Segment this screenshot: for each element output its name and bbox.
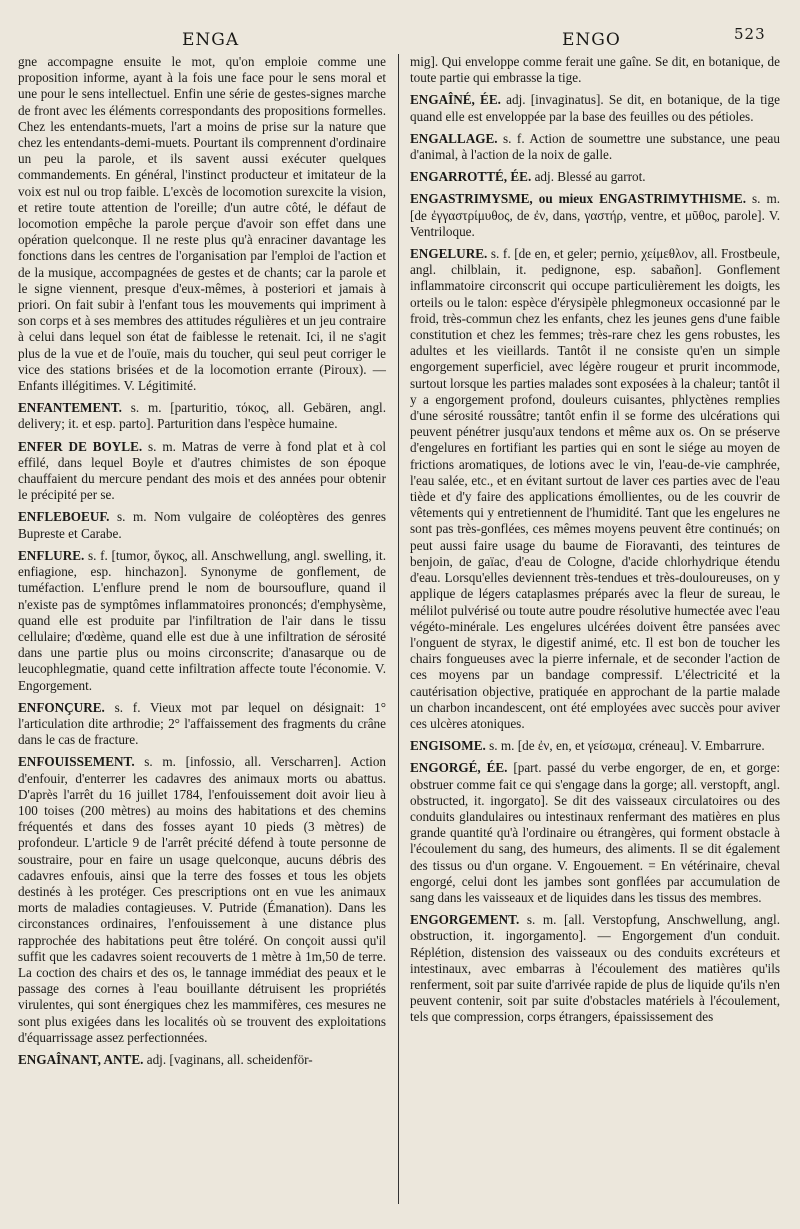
entry-headword: ENFOUISSEMENT. <box>18 754 135 770</box>
dictionary-entry <box>18 548 386 694</box>
entry-headword: ENGAÎNANT, ANTE. <box>18 1051 144 1067</box>
entry-headword: ENFONÇURE. <box>18 699 105 715</box>
entry-definition: s. m. [de ἐν, en, et γείσωμα, créneau]. V. Embarrure. <box>489 738 765 754</box>
entry-definition: s. m. Nom vulgaire de coléoptères des genres Bupreste et Carabe. <box>18 509 386 541</box>
left-column <box>18 54 386 1074</box>
entry-definition: s. f. [de en, et geler; pernio, χείμεθλον, all. Frostbeule, angl. chilblain, it. pedignone, esp. sabañon]. Gonflement inflammatoire circonscrit qui occupe particulièrement les doigts, les orteils ou le talon: espèce d'érysipèle phlegmoneux occasionné par le froid, très-commun chez les enfants, chez les jeunes gens d'une faible constitution et chez les femmes; très-rare chez les gens robustes, les adultes et les vieillards. Tantôt il ne consiste qu'en un simple engorgement superficiel, avec légère rougeur et prurit incommode, surtout lorsque les parties malades sont exposées à la chaleur; tantôt il y a engorgement profond, douleurs cuisantes, phlyctènes remplies d'une sérosité roussâtre; tantôt enfin il se forme des ulcérations qui peuvent pénétrer jusqu'aux tendons et même aux os. On se préserve d'engelures en fortifiant les parties qui en sont le siége au moyen de frictions aromatiques, de lotions avec le vin, l'eau-de-vie camphrée, l'eau salée, etc., et en évitant surtout de laver ces parties avec de l'eau tiède et d'y faire des applications émollientes, ou de les couvrir de vêtements qui y entretiennent de l'humidité. Tant que les engelures ne sont pas très-gonflées, ces mêmes moyens peuvent être continués; on peut aussi faire usage du baume de Fioravanti, des teintures de benjoin, de gaïac, d'eau de Cologne, d'acide chlorhydrique étendu d'eau. Lorsqu'elles deviennent très-tendues et très-douloureuses, on y applique de légers cataplasmes préparés avec la fleur de sureau, le mélilot pulvérisé ou toute autre poudre résolutive humectée avec l'eau végéto-minérale. Les engelures ulcérées doivent être pansées avec l'onguent de styrax, le digestif animé, etc. Il est bon de toucher les chairs fongueuses avec la pierre infernale, et de seconder l'action de ces moyens par un bandage compressif. L'électricité et la cautérisation objective, pratiquée en approchant de la partie malade un charbon incandescent, ont été employées avec succès pour aviver ces ulcères atoniques. <box>410 246 780 731</box>
entry-definition: s. f. [tumor, ὄγκος, all. Anschwellung, angl. swelling, it. enfiagione, esp. hinchazon]. Synonyme de gonflement, de tuméfaction. L'enflure prend le nom de boursouflure, quand il n'existe pas de symptômes inflammatoires prononcés; d'emphysème, quand elle est produite par l'infiltration de l'air dans le tissu cellulaire; d'œdème, quand elle est due à une infiltration de sérosité dans une partie plus ou moins circonscrite; d'anasarque ou de leucophlegmatie, quand cette infiltration affecte toute l'économie. V. Engorgement. <box>18 547 386 693</box>
entry-definition: adj. [vaginans, all. scheidenför- <box>146 1051 313 1067</box>
column-divider <box>398 54 399 1204</box>
right-guide-word: ENGO <box>562 30 621 50</box>
entry-definition: [part. passé du verbe engorger, de en, et gorge: obstruer comme fait ce qui s'engage dans la gorge; all. verstopft, angl. obstructed, it. ingorgato]. Se dit des vaisseaux circulatoires ou des conduits glandulaires ou intestinaux renfermant des matières en plus grande quantité qu'à l'ordinaire ou étrangères, qui forment obstacle à l'écoulement du sang, des humeurs, des aliments. Il se dit également des tissus ou d'un organe. V. Engouement. = En vétérinaire, cheval engorgé, celui dont les jambes sont gonflées par accumulation de sang dans les vaisseaux et de liquides dans les tissus des membres. <box>410 760 780 905</box>
dictionary-entry <box>18 1052 386 1068</box>
dictionary-entry <box>410 738 780 754</box>
entry-definition: s. m. Matras de verre à fond plat et à col effilé, dans lequel Boyle et d'autres chimistes de son époque chauffaient du mercure pendant des mois et des années pour obtenir le précipité per se. <box>18 438 386 503</box>
dictionary-entry <box>410 760 780 906</box>
dictionary-entry <box>410 169 780 185</box>
page-number: 523 <box>734 25 766 43</box>
dictionary-entry <box>410 912 780 1025</box>
entry-headword: ENGAÎNÉ, ÉE. <box>410 92 501 108</box>
entry-definition: s. m. [all. Verstopfung, Anschwellung, angl. obstruction, it. ingorgamento]. — Engorgement d'un conduit. Réplétion, distension des vaisseaux ou des conduits excréteurs et intestinaux, avec embarras à l'écoulement des matières qu'ils renferment, soit par suite d'arrivée rapide de plus de liquide qu'ils n'en peuvent contenir, soit par suite d'obstacles matériels à l'écoulement, tels que compression, corps étrangers, épaississement des <box>410 912 780 1025</box>
entry-definition: s. m. [parturitio, τόκος, all. Gebären, angl. delivery; it. et esp. parto]. Parturition dans l'espèce humaine. <box>18 400 387 432</box>
entry-definition: s. f. Action de soumettre une substance, une peau d'animal, à l'action de la noix de galle. <box>410 130 780 163</box>
entry-definition: adj. [invaginatus]. Se dit, en botanique, de la tige quand elle est enveloppée par la base des feuilles ou des pétioles. <box>410 92 781 124</box>
entry-headword: ENFLURE. <box>18 547 85 563</box>
entry-headword: ENFER DE BOYLE. <box>18 438 143 454</box>
dictionary-entry <box>410 246 780 732</box>
entry-headword: ENGELURE. <box>410 246 488 262</box>
entry-definition: adj. Blessé au garrot. <box>534 169 646 185</box>
left-guide-word: ENGA <box>182 30 240 50</box>
entry-headword: ENFANTEMENT. <box>18 400 122 416</box>
dictionary-entry <box>18 700 386 749</box>
dictionary-entry <box>410 131 780 163</box>
left-continuation-text: gne accompagne ensuite le mot, qu'on emploie comme une proposition informe, ayant à la fois une face pour le sens moral et une pour le sens intellectuel. Enfin une série de gestes-signes marche de front avec les éléments correspondants des propositions formelles. Chez les entendants-muets, l'art a moins de prise sur la nature que chez les entendants-demi-muets. Pourtant ils comprennent d'ordinaire un peu la parole, et ils savent aussi exécuter quelques commandements. En général, l'instinct producteur et imitateur de la voix est nul ou trop faible. L'excès de locomotion surexcite la vision, et retire toute attention de l'oreille; d'un autre côté, le défaut de locomotion empêche la parole perçue d'avoir son effet dans une opération quelconque. Il ne reste plus qu'à enraciner davantage les fonctions dans les centres de l'organisation par l'emploi de l'action et de la musique, accompagnées de gestes et de chants; car la parole et le signe viennent, presque d'eux-mêmes, à posteriori et jamais à priori. On fait subir à l'enfant tous les mouvements qui impriment à son corps et à ses membres des attitudes régulières et un jeu contraire à celui dans lequel son état de faiblesse le retenait. Ici, il ne s'agit plus de la vue et de l'ouïe, mais du toucher, qui seul peut corriger le vice des stations brisées et de la locomotion errante (Piroux). — Enfants illégitimes. V. Légitimité. <box>18 54 386 394</box>
entry-definition: s. m. [de ἐγγαστρίμυθος, de ἐν, dans, γαστήρ, ventre, et μῦθος, parole]. V. Ventriloque. <box>410 191 780 239</box>
dictionary-entry <box>18 400 386 432</box>
dictionary-entry <box>410 191 780 240</box>
dictionary-entry <box>18 439 386 504</box>
entry-headword: ENGARROTTÉ, ÉE. <box>410 169 532 185</box>
dictionary-entry <box>18 509 386 541</box>
entry-definition: s. f. Vieux mot par lequel on désignait: 1° l'articulation dite arthrodie; 2° l'affaissement des fragments du crâne dans le cas de fracture. <box>18 699 386 748</box>
entry-definition: s. m. [infossio, all. Verscharren]. Action d'enfouir, d'enterrer les cadavres des animaux morts ou abattus. D'après l'arrêt du 16 juillet 1784, l'enfouissement doit avoir lieu à 100 toises (200 mètres) au moins des habitations et des chemins fréquentés et dans des fosses ayant 10 pieds (3 mètres) de profondeur. L'article 9 de l'arrêt précité défend à toute personne de soustraire, pour en faire un usage quelconque, aucuns débris des cadavres enfouis, ainsi que la terre des fosses et tous les objets destinés à les protéger. Ces prescriptions ont en vue les animaux morts de maladies contagieuses. V. Putride (Émanation). Dans les circonstances ordinaires, l'enfouissement à une distance plus rapprochée des habitations peut être toléré. On conçoit aussi qu'il suffit que les cadavres soient recouverts de 1 mètre à 1m,50 de terre. La coction des chairs et des os, le tannage immédiat des peaux et le passage des cornes à l'eau bouillante détruisent les propriétés virulentes, qui sont énergiques chez les mammifères, ces mesures ne sont plus exigées dans les localités où se trouvent des exploitations d'équarrissage assez perfectionnées. <box>18 754 387 1045</box>
entry-headword: ENGALLAGE. <box>410 130 498 146</box>
entry-headword: ENGORGÉ, ÉE. <box>410 760 508 776</box>
right-column <box>410 54 780 1032</box>
entry-headword: ENGASTRIMYSME, ou mieux ENGASTRIMYTHISME. <box>410 191 747 207</box>
entry-headword: ENGORGEMENT. <box>410 912 520 928</box>
right-continuation-text: mig]. Qui enveloppe comme ferait une gaîne. Se dit, en botanique, de toute partie qui embrasse la tige. <box>410 54 780 86</box>
entry-headword: ENFLEBOEUF. <box>18 509 110 525</box>
entry-headword: ENGISOME. <box>410 738 486 754</box>
dictionary-entry <box>410 92 780 124</box>
dictionary-entry <box>18 754 386 1046</box>
